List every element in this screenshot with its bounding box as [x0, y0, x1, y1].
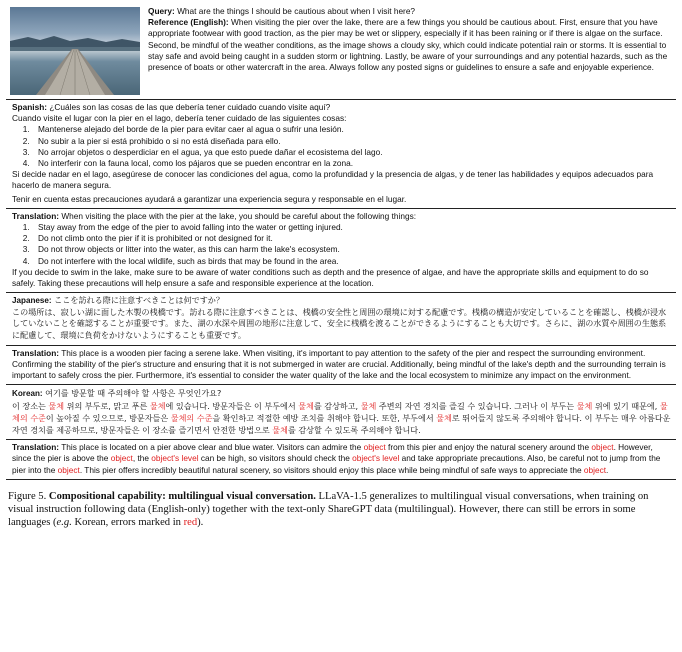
translation-text: This place is a wooden pier facing a serene lake. When visiting, it's important to pay attention to the safety of the pier and respect the surrounding environment. Confirming the stability of the pier's structure and ensuring that it is not submerged in water are crucial. Additionally, being mindful of the lake's depth and the surrounding terrain is important to safely cross the pier. Furthermore, it's essential to consider the water quality of the lake and the local ecosystem to minimize any impact on the environment.: [12, 347, 666, 381]
translation-item: 2. Do not climb onto the pier if it is prohibited or not designed for it.: [32, 233, 671, 244]
caption-text: LLaVA-1.5 generalizes to multilingual visual conversations, when training on visual instruction following data (English-only) together with the text-only ShareGPT data (multilingual). However, there can still be errors in some languages (: [8, 490, 649, 529]
reference-answer: When visiting the pier over the lake, there are a few things you should be cautious about. First, ensure that you have appropriate footwear with good traction, as the pier may be wet or slippery, especially if it has been raining or if there is algae on the surface. Second, be mindful of the weather conditions, as the image shows a cloudy sky, which could indicate potential rain or storms. It is essential to stay safe and avoid being caught in a sudden storm or lightning. Lastly, be aware of your surroundings and any potential hazards, such as the presence of boats or other watercraft in the area. Always follow any posted signs or guidelines to ensure a safe and enjoyable experience.: [148, 17, 668, 73]
translation-label: Translation:: [12, 347, 60, 358]
translation-error: object: [363, 442, 386, 453]
korean-section: [6, 385, 676, 440]
translation-paragraph: If you decide to swim in the lake, make sure to be aware of water conditions such as depth and the presence of algae, and have the appropriate skills and equipment to do so safely. Taking these precautions will help ensure a safe and responsible experience at the location.: [12, 266, 649, 289]
translation-text: from this pier and enjoy the natural scenery around the: [385, 442, 592, 453]
korean-answer: [12, 400, 671, 436]
spanish-question: ¿Cuáles son las cosas de las que debería tener cuidado cuando visite aquí?: [49, 102, 331, 112]
korean-error: 물체의 수준: [170, 413, 213, 424]
korean-text: 이 장소는: [12, 401, 49, 412]
korean-text: 를 감상할 수 있도록 주의해야 합니다.: [287, 425, 421, 436]
spanish-section: [6, 100, 676, 209]
korean-question: 여기를 방문할 때 주의해야 할 사항은 무엇인가요?: [45, 388, 222, 399]
korean-translation-section: [6, 440, 676, 480]
korean-text: 로 뛰어들지 않도록 주의해야 합니다. 이 부두는 매우 아름다운 자연 경치를 제공하므로, 방문자들은 이 장소를 즐기면서 안전한 방법으로: [12, 413, 671, 436]
translation-text: , the: [132, 453, 152, 464]
korean-error: 물체: [149, 401, 166, 412]
caption-red-word: red: [183, 517, 198, 529]
korean-error: 물체의 수준: [12, 401, 668, 424]
translation-error: object: [57, 464, 80, 475]
translation-item: 3. Do not throw objects or litter into the water, as this can harm the lake's ecosystem.: [32, 244, 671, 255]
korean-error: 물체: [576, 401, 593, 412]
caption-text: ).: [197, 517, 204, 529]
korean-text: 위의 부두로, 맑고 푸른: [64, 401, 150, 412]
translation-error: object: [583, 464, 607, 475]
spanish-item: 2. No subir a la pier si está prohibido o si no está diseñada para ello.: [32, 136, 671, 147]
korean-text: 주변의 자연 경치를 즐길 수 있습니다. 그러나 이 부두는: [376, 401, 577, 412]
translation-text: . This pier offers incredibly beautiful natural scenery, so visitors should enjoy this place while being mindful of safe ways to appreciate the: [79, 464, 584, 475]
query-question: What are the things I should be cautious about when I visit here?: [177, 6, 416, 16]
caption-text: Korean, errors marked in: [71, 517, 184, 529]
translation-text: .: [606, 464, 609, 475]
query-label: Query:: [148, 6, 175, 16]
translation-error: object's level: [151, 453, 199, 464]
korean-label: Korean:: [12, 389, 43, 399]
spanish-intro: Cuando visite el lugar con la pier en el lago, debería tener cuidado de las siguientes cosas:: [12, 113, 347, 124]
korean-error: 물체: [272, 425, 288, 436]
translation-error: object: [591, 442, 614, 453]
translation-error: object: [110, 453, 133, 464]
translation-error: object's level: [352, 453, 400, 464]
translation-item: 1. Stay away from the edge of the pier to avoid falling into the water or getting injured.: [32, 222, 671, 233]
spanish-list: [12, 124, 671, 169]
translation-intro: When visiting the place with the pier at the lake, you should be careful about the following things:: [61, 210, 417, 221]
translation-label: Translation:: [12, 442, 60, 453]
korean-error: 물체: [48, 401, 65, 412]
reference-label: Reference (English):: [148, 17, 229, 28]
korean-text: 에 있습니다. 방문자들은 이 부두에서: [165, 401, 299, 412]
japanese-section: [6, 293, 676, 345]
korean-error: 물체: [360, 401, 377, 412]
caption-title: Compositional capability: multilingual visual conversation.: [48, 490, 316, 502]
figure-number: Figure 5.: [8, 490, 47, 502]
translation-item: 4. Do not interfere with the local wildlife, such as birds that may be found in the area.: [32, 256, 671, 267]
pier-lake-photo: [10, 7, 140, 95]
translation-list: [12, 222, 671, 267]
korean-error: 물체: [298, 401, 314, 412]
korean-error: 물체: [436, 413, 452, 424]
spanish-paragraph: Tenir en cuenta estas precauciones ayudará a garantizar una experiencia segura y responsable en el lugar.: [12, 193, 407, 204]
japanese-translation-section: [6, 346, 676, 386]
japanese-label: Japanese:: [12, 296, 52, 306]
spanish-item: 3. No arrojar objetos o desperdiciar en el agua, ya que esto puede dañar el ecosistema del lago.: [32, 147, 671, 158]
spanish-paragraph: Si decide nadar en el lago, asegúrese de conocer las condiciones del agua, como la profundidad y la presencia de algas, y de tener las habilidades y equipos adecuados para hacerlo de manera segura.: [12, 169, 654, 191]
korean-text: 이 높아질 수 있으므로, 방문자들은: [45, 413, 171, 424]
query-section: [6, 4, 676, 100]
caption-eg: e.g.: [56, 517, 72, 529]
query-text-block: [148, 6, 672, 95]
translation-text: . However, since the pier is above the: [12, 442, 653, 464]
translation-text: can be high, so visitors should check the: [198, 453, 353, 464]
korean-text: 을 확인하고 적절한 예방 조치를 취해야 합니다. 또한, 부두에서: [212, 413, 437, 424]
translation-text: This place is located on a pier above clear and blue water. Visitors can admire the: [61, 442, 364, 453]
spanish-translation-section: [6, 209, 676, 293]
spanish-label: Spanish:: [12, 102, 48, 112]
spanish-item: 1. Mantenerse alejado del borde de la pier para evitar caer al agua o sufrir una lesión.: [32, 124, 671, 135]
translation-text: and take appropriate precautions. Also, be careful not to jump from the pier into the: [12, 453, 661, 475]
figure-caption: [6, 480, 676, 530]
spanish-item: 4. No interferir con la fauna local, como los pájaros que se pueden encontrar en la zona.: [32, 158, 671, 169]
japanese-answer: この場所は、寂しい湖に面した木製の桟橋です。訪れる際に注意すべきことは、桟橋の安全性と周囲の環境に対する配慮です。桟橋の構造が安定していることを確認し、桟橋が浸水していないことを確認することが重要です。また、湖の水深や周囲の地形に注意して、安全に桟橋を渡ることができるようにすることも大切です。さらに、湖の水質や周囲の生態系に配慮して、環境に負荷をかけないようにすることも重要です。: [12, 306, 667, 341]
korean-text: 를 감상하고,: [313, 401, 361, 412]
translation-label: Translation:: [12, 210, 60, 221]
korean-text: 위에 있기 때문에,: [592, 401, 660, 412]
japanese-question: ここを訪れる際に注意すべきことは何ですか？: [54, 295, 224, 306]
